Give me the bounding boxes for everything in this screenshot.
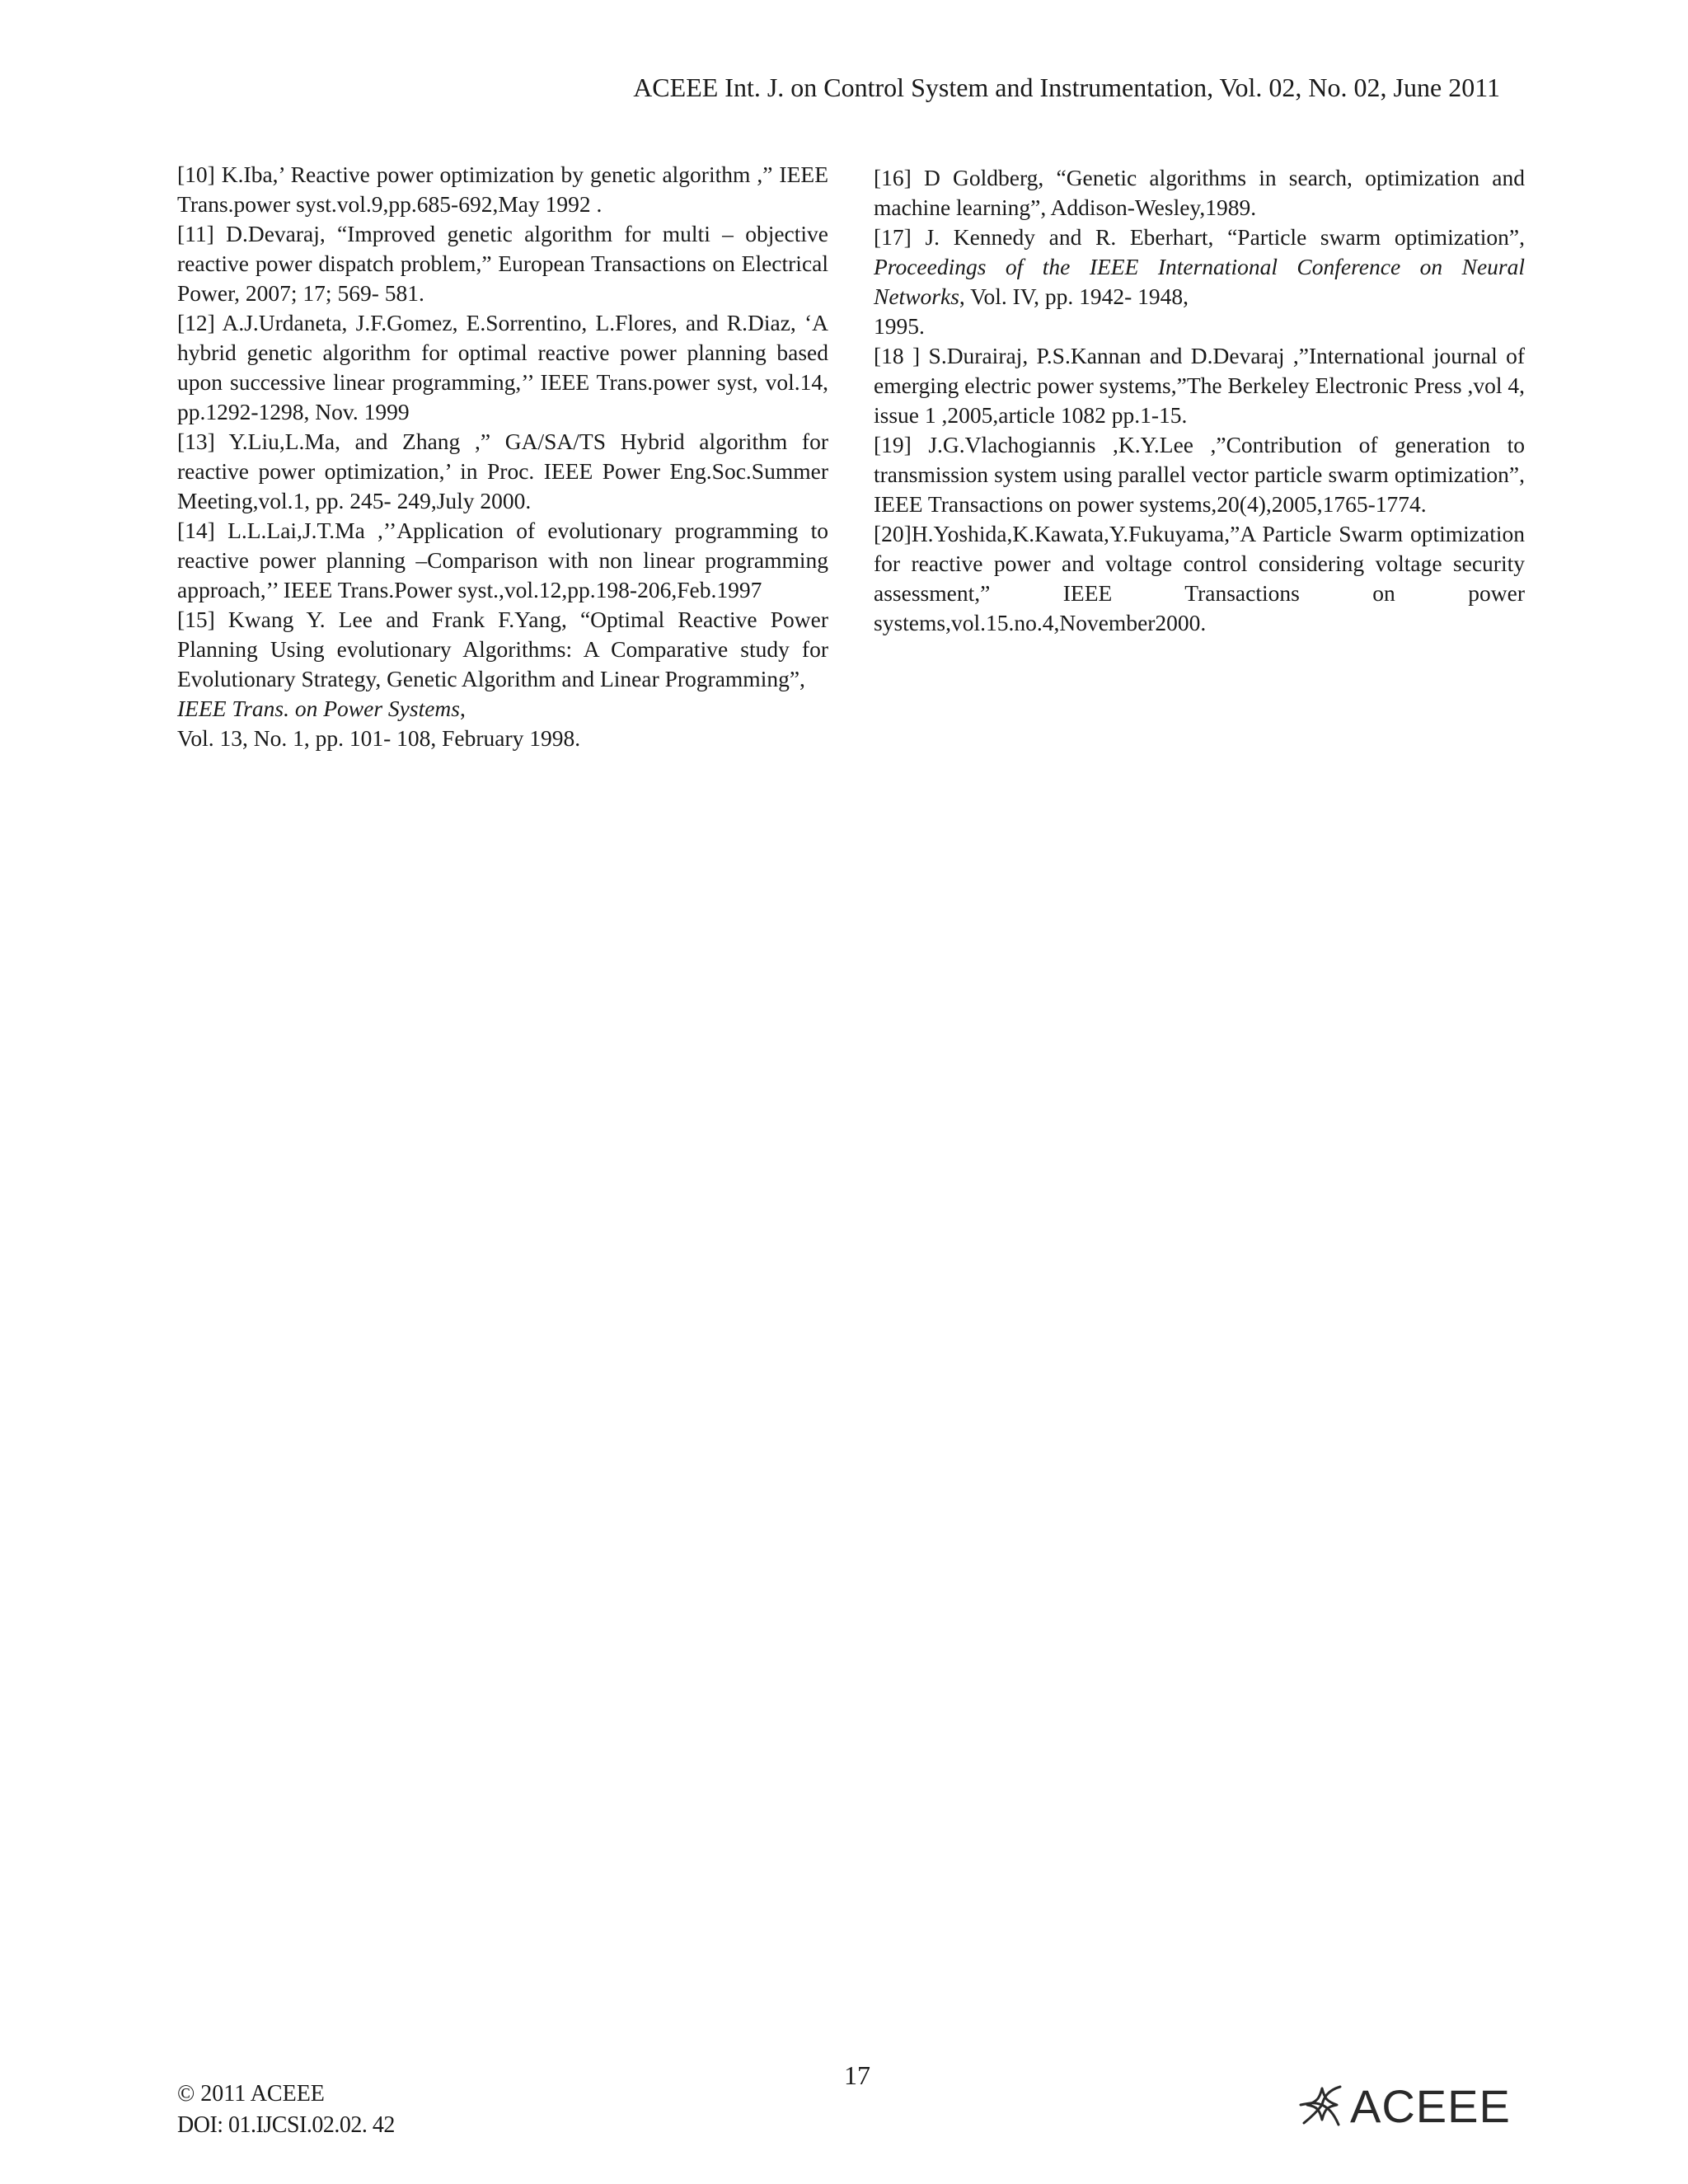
footer-info [177, 2079, 395, 2141]
reference-17-details: , Vol. IV, pp. 1942- 1948, [959, 284, 1189, 309]
reference-13: [13] Y.Liu,L.Ma, and Zhang ,” GA/SA/TS Hybrid algorithm for reactive power optimization,’ in Proc. IEEE Power Eng.Soc.Summer Meeting,vol.1, pp. 245- 249,July 2000. [177, 429, 828, 513]
reference-11: [11] D.Devaraj, “Improved genetic algorithm for multi – objective reactive power dispatch problem,” European Transactions on Electrical Power, 2007; 17; 569- 581. [177, 221, 828, 306]
logo-wordmark: ACEEE [1350, 2080, 1511, 2132]
reference-14: [14] L.L.Lai,J.T.Ma ,’’Application of evolutionary programming to reactive power planning –Comparison with non linear programming approach,’’ IEEE Trans.Power syst.,vol.12,pp.198-206,Feb.1997 [177, 518, 828, 602]
reference-15 [177, 605, 828, 753]
reference-12: [12] A.J.Urdaneta, J.F.Gomez, E.Sorrentino, L.Flores, and R.Diaz, ‘A hybrid genetic algorithm for optimal reactive power planning based upon successive linear programming,’’ IEEE Trans.power syst, vol.14, pp.1292-1298, Nov. 1999 [177, 310, 828, 424]
reference-20: [20]H.Yoshida,K.Kawata,Y.Fukuyama,”A Particle Swarm optimization for reactive power and voltage control considering voltage security assessment,” IEEE Transactions on power systems,vol.15.no.4,November2000. [874, 521, 1525, 635]
reference-19: [19] J.G.Vlachogiannis ,K.Y.Lee ,”Contribution of generation to transmission system using parallel vector particle swarm optimization”, IEEE Transactions on power systems,20(4),2005,1765-1774. [874, 432, 1525, 517]
reference-10: [10] K.Iba,’ Reactive power optimization by genetic algorithm ,” IEEE Trans.power syst.vol.9,pp.685-692,May 1992 . [177, 162, 828, 217]
reference-15-journal: IEEE Trans. on Power Systems [177, 696, 460, 721]
reference-17-tail: 1995. [874, 313, 925, 339]
reference-17-main: [17] J. Kennedy and R. Eberhart, “Particle swarm optimization”, [874, 224, 1525, 250]
page-number: 17 [844, 2060, 870, 2090]
aceee-star-logo-icon [1292, 2077, 1352, 2136]
reference-15-punct: , [459, 696, 466, 721]
reference-18: [18 ] S.Durairaj, P.S.Kannan and D.Devaraj ,”International journal of emerging electric power systems,”The Berkeley Electronic Press ,vol 4, issue 1 ,2005,article 1082 pp.1-15. [874, 343, 1525, 428]
references-column-left [177, 160, 828, 753]
aceee-logo [1292, 2077, 1523, 2136]
running-header: ACEEE Int. J. on Control System and Instrumentation, Vol. 02, No. 02, June 2011 [633, 73, 1500, 102]
reference-15-tail: Vol. 13, No. 1, pp. 101- 108, February 1998. [177, 725, 581, 751]
copyright-notice: © 2011 ACEEE [177, 2081, 325, 2107]
references-column-right [874, 163, 1525, 638]
reference-17-proceedings: Proceedings of the IEEE International Conference on Neural Networks [874, 254, 1525, 309]
reference-15-main: [15] Kwang Y. Lee and Frank F.Yang, “Optimal Reactive Power Planning Using evolutionary Algorithms: A Comparative study for Evolutionary Strategy, Genetic Algorithm and Linear Programming”, [177, 607, 828, 691]
reference-16: [16] D Goldberg, “Genetic algorithms in search, optimization and machine learning”, Addison-Wesley,1989. [874, 165, 1525, 220]
doi-identifier: DOI: 01.IJCSI.02.02. 42 [177, 2112, 395, 2138]
reference-17 [874, 223, 1525, 341]
